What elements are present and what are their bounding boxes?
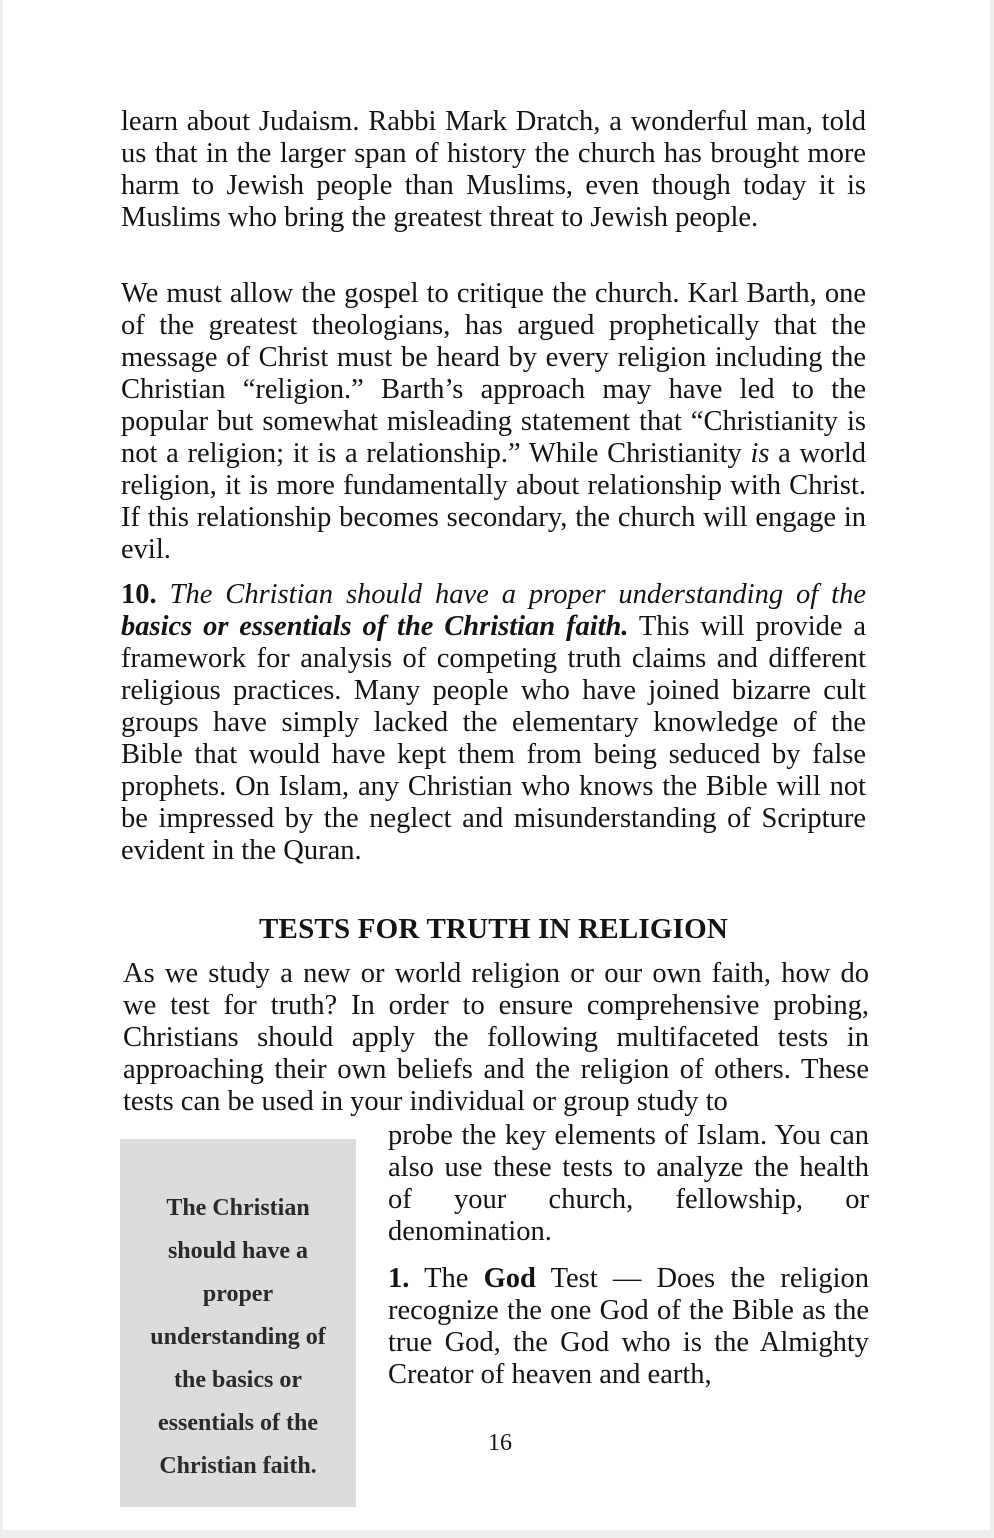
pull-quote-box [120, 1139, 356, 1507]
pull-quote-line: essentials of the [158, 1410, 318, 1436]
paragraph-text [388, 1263, 869, 1391]
page-number: 16 [488, 1430, 512, 1456]
pull-quote-line: Christian faith. [159, 1453, 317, 1479]
pull-quote-line: understanding of [150, 1324, 326, 1350]
paragraph-judaism [121, 106, 866, 234]
paragraph-text [121, 579, 866, 867]
test-name: God [483, 1263, 536, 1294]
paragraph-god-test [388, 1263, 869, 1391]
point-bold-italic-lead: basics or essentials of the Christian faith. [121, 611, 629, 642]
paragraph-text: learn about Judaism. Rabbi Mark Dratch, a wonderful man, told us that in the larger span of history the church has brought more harm to Jewish people than Muslims, even though today it is Muslims who bring the greatest threat to Jewish people. [121, 106, 866, 233]
paragraph-text-start: We must allow the gospel to critique the church. Karl Barth, one of the greatest theologians, has argued prophetically that the message of Christ must be heard by every religion including the Christian “religion.” Barth’s approach may have led to the popular but somewhat misleading statement that “Christianity is not a religion; it is a relationship.” While Christianity [121, 278, 866, 469]
pull-quote-line: should have a [167, 1238, 309, 1264]
italic-is: is [750, 438, 770, 469]
paragraph-text [121, 278, 866, 566]
point-italic-lead: The Christian should have a proper understanding of the [156, 579, 866, 610]
paragraph-barth [121, 278, 866, 566]
pull-quote-line: the basics or [174, 1367, 302, 1393]
point-number: 10. [121, 579, 157, 610]
pull-quote-line: proper [202, 1281, 274, 1307]
paragraph-tests-continued [388, 1120, 869, 1248]
point-body: This will provide a framework for analysis of competing truth claims and different religious practices. Many people who have joined bizarre cult groups have simply lacked the elementary knowledge of the Bible that would have kept them from being seduced by false prophets. On Islam, any Christian who knows the Bible will not be impressed by the neglect and misunderstanding of Scripture evident in the Quran. [121, 611, 866, 866]
paragraph-text-end: a world religion, it is more fundamentally about relationship with Christ. If this relationship becomes secondary, the church will engage in evil. [121, 438, 866, 565]
paragraph-point-10 [121, 579, 866, 867]
test-body: Test — Does the religion recognize the one God of the Bible as the true God, the God who is the Almighty Creator of heaven and earth, [388, 1263, 870, 1390]
paragraph-tests-intro [123, 958, 869, 1118]
pull-quote-line: The Christian [166, 1195, 310, 1221]
test-pre: The [409, 1263, 484, 1294]
section-heading: TESTS FOR TRUTH IN RELIGION [259, 913, 728, 945]
paragraph-text: As we study a new or world religion or our own faith, how do we test for truth? In order to ensure comprehensive probing, Christians should apply the following multifaceted tests in approaching their own beliefs and the religion of others. These tests can be used in your individual or group study to [123, 958, 869, 1117]
test-number: 1. [388, 1263, 410, 1294]
paragraph-text: probe the key elements of Islam. You can also use these tests to analyze the health of your church, fellowship, or denomination. [388, 1120, 869, 1247]
